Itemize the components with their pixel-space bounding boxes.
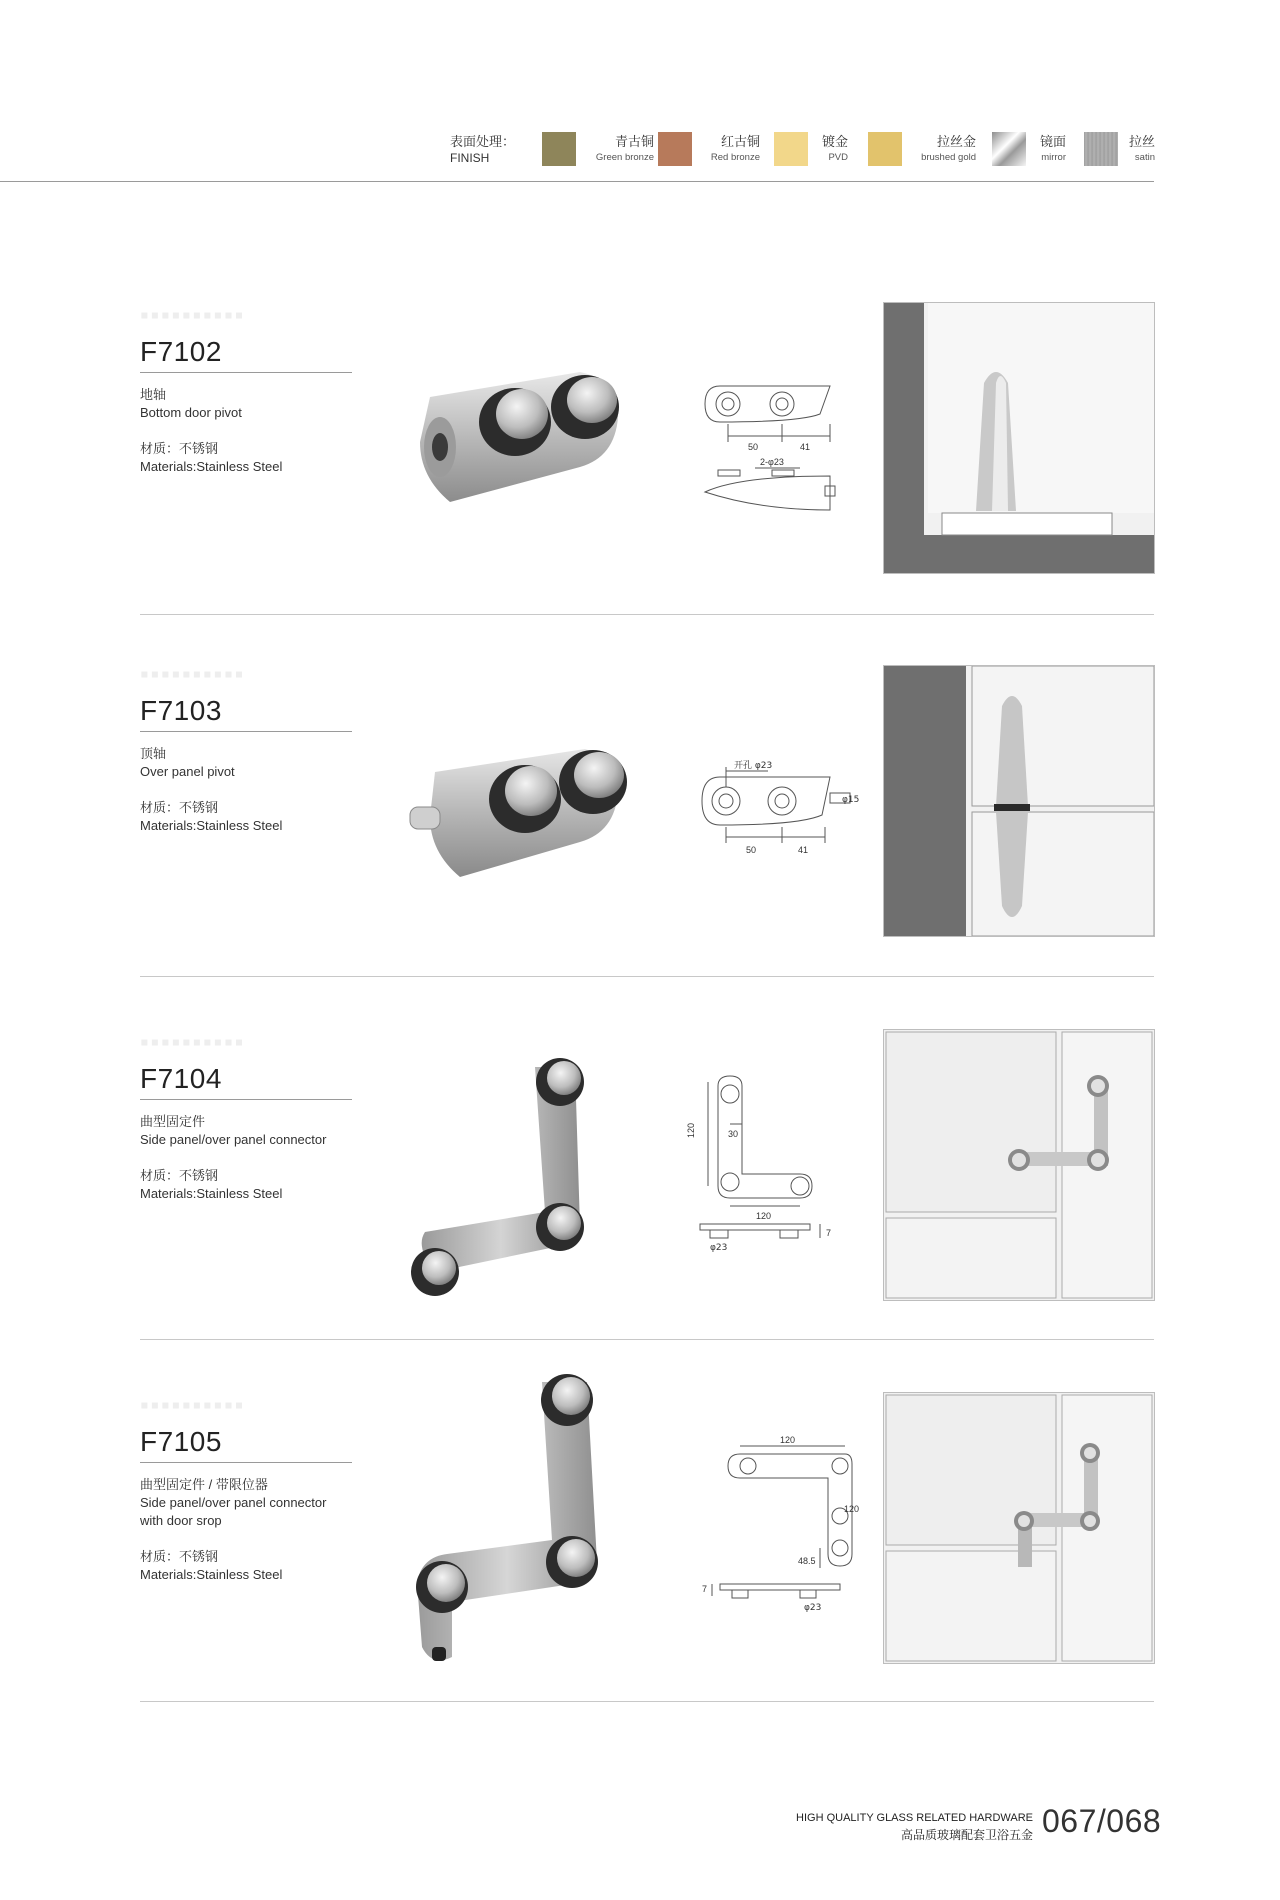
installation-photo-f7105 xyxy=(883,1392,1155,1664)
technical-drawing-f7104 xyxy=(680,1074,850,1254)
material-en: Materials:Stainless Steel xyxy=(140,459,283,474)
svg-text:120: 120 xyxy=(780,1435,796,1445)
product-description xyxy=(140,386,282,476)
brand-watermark: ▪▪▪▪▪▪▪▪▪▪ xyxy=(140,1392,246,1419)
swatch-label-brushed-gold: 拉丝金 brushed gold xyxy=(921,134,976,163)
code-underline xyxy=(140,1099,352,1100)
technical-drawing-f7102 xyxy=(700,380,850,515)
finish-legend xyxy=(450,132,1155,172)
product-photo-l-connector xyxy=(395,1047,605,1307)
product-f7102 xyxy=(140,302,1154,602)
code-underline xyxy=(140,1462,352,1463)
material-cn: 材质：不锈钢 xyxy=(140,1549,219,1564)
material-cn: 材质：不锈钢 xyxy=(140,441,219,456)
technical-drawing-f7103 xyxy=(690,757,860,857)
swatch-green-bronze xyxy=(542,132,576,166)
material-en: Materials:Stainless Steel xyxy=(140,1186,283,1201)
product-name-en: Side panel/over panel connector xyxy=(140,1495,327,1510)
swatch-label-red-bronze: 红古铜 Red bronze xyxy=(710,134,760,163)
product-name-en-line2: with door srop xyxy=(140,1513,222,1528)
swatch-label-green-bronze: 青古铜 Green bronze xyxy=(595,134,654,163)
swatch-brushed-gold xyxy=(868,132,902,166)
product-photo-bottom-pivot xyxy=(410,362,650,512)
brand-watermark: ▪▪▪▪▪▪▪▪▪▪ xyxy=(140,302,246,329)
product-photo-connector-with-stop xyxy=(392,1362,622,1672)
product-name-en: Over panel pivot xyxy=(140,764,235,779)
product-code: F7105 xyxy=(140,1426,222,1457)
material-en: Materials:Stainless Steel xyxy=(140,1567,283,1582)
product-f7104 xyxy=(140,1029,1154,1329)
footer-tagline-cn: 高品质玻璃配套卫浴五金 xyxy=(900,1828,1033,1842)
product-name-cn: 曲型固定件 / 带限位器 xyxy=(140,1477,268,1492)
section-divider xyxy=(140,976,1154,977)
product-name-cn: 曲型固定件 xyxy=(140,1114,206,1129)
product-photo-top-pivot xyxy=(405,737,650,887)
svg-text:开孔 φ23: 开孔 φ23 xyxy=(734,761,773,771)
code-underline xyxy=(140,731,352,732)
swatch-mirror xyxy=(992,132,1026,166)
svg-text:50: 50 xyxy=(748,442,759,452)
brand-watermark: ▪▪▪▪▪▪▪▪▪▪ xyxy=(140,661,246,688)
product-name-cn: 地轴 xyxy=(140,387,167,402)
product-f7105 xyxy=(140,1392,1154,1712)
svg-text:φ23: φ23 xyxy=(804,1603,822,1613)
section-divider xyxy=(140,614,1154,615)
header-rule xyxy=(0,181,1154,182)
svg-text:φ15: φ15 xyxy=(842,795,860,805)
swatch-red-bronze xyxy=(658,132,692,166)
svg-text:50: 50 xyxy=(746,845,757,855)
product-code: F7104 xyxy=(140,1063,222,1094)
product-f7103 xyxy=(140,661,1154,961)
installation-photo-f7103 xyxy=(883,665,1155,937)
svg-text:41: 41 xyxy=(798,845,809,855)
section-divider xyxy=(140,1701,1154,1702)
swatch-satin xyxy=(1084,132,1118,166)
finish-label xyxy=(450,134,515,166)
swatch-label-pvd: 镀金 PVD xyxy=(821,134,848,163)
product-description xyxy=(140,1113,326,1203)
swatch-pvd xyxy=(774,132,808,166)
material-en: Materials:Stainless Steel xyxy=(140,818,283,833)
svg-text:30: 30 xyxy=(728,1129,739,1139)
finish-label-en: FINISH xyxy=(450,151,490,165)
product-description xyxy=(140,1476,326,1584)
svg-text:7: 7 xyxy=(826,1228,832,1238)
swatch-label-mirror: 镜面 mirror xyxy=(1039,134,1066,163)
svg-text:120: 120 xyxy=(686,1122,696,1138)
brand-watermark: ▪▪▪▪▪▪▪▪▪▪ xyxy=(140,1029,246,1056)
swatch-label-satin: 拉丝 satin xyxy=(1128,134,1155,163)
code-underline xyxy=(140,372,352,373)
installation-photo-f7104 xyxy=(883,1029,1155,1301)
footer-tagline-en: HIGH QUALITY GLASS RELATED HARDWARE xyxy=(796,1812,1033,1824)
svg-text:2-φ23: 2-φ23 xyxy=(760,457,784,467)
product-name-cn: 顶轴 xyxy=(140,746,167,761)
svg-text:7: 7 xyxy=(702,1584,708,1594)
product-name-en: Bottom door pivot xyxy=(140,405,242,420)
product-name-en: Side panel/over panel connector xyxy=(140,1132,327,1147)
material-cn: 材质：不锈钢 xyxy=(140,1168,219,1183)
product-code: F7103 xyxy=(140,695,222,726)
page-number: 067/068 xyxy=(1042,1803,1162,1839)
section-divider xyxy=(140,1339,1154,1340)
technical-drawing-f7105 xyxy=(680,1434,860,1624)
svg-text:120: 120 xyxy=(844,1504,860,1514)
product-description xyxy=(140,745,282,835)
installation-photo-f7102 xyxy=(883,302,1155,574)
svg-text:48.5: 48.5 xyxy=(798,1556,816,1566)
finish-label-cn: 表面处理： xyxy=(450,134,516,149)
svg-text:120: 120 xyxy=(756,1211,772,1221)
svg-text:φ23: φ23 xyxy=(710,1243,728,1253)
svg-text:41: 41 xyxy=(800,442,811,452)
material-cn: 材质：不锈钢 xyxy=(140,800,219,815)
product-code: F7102 xyxy=(140,336,222,367)
